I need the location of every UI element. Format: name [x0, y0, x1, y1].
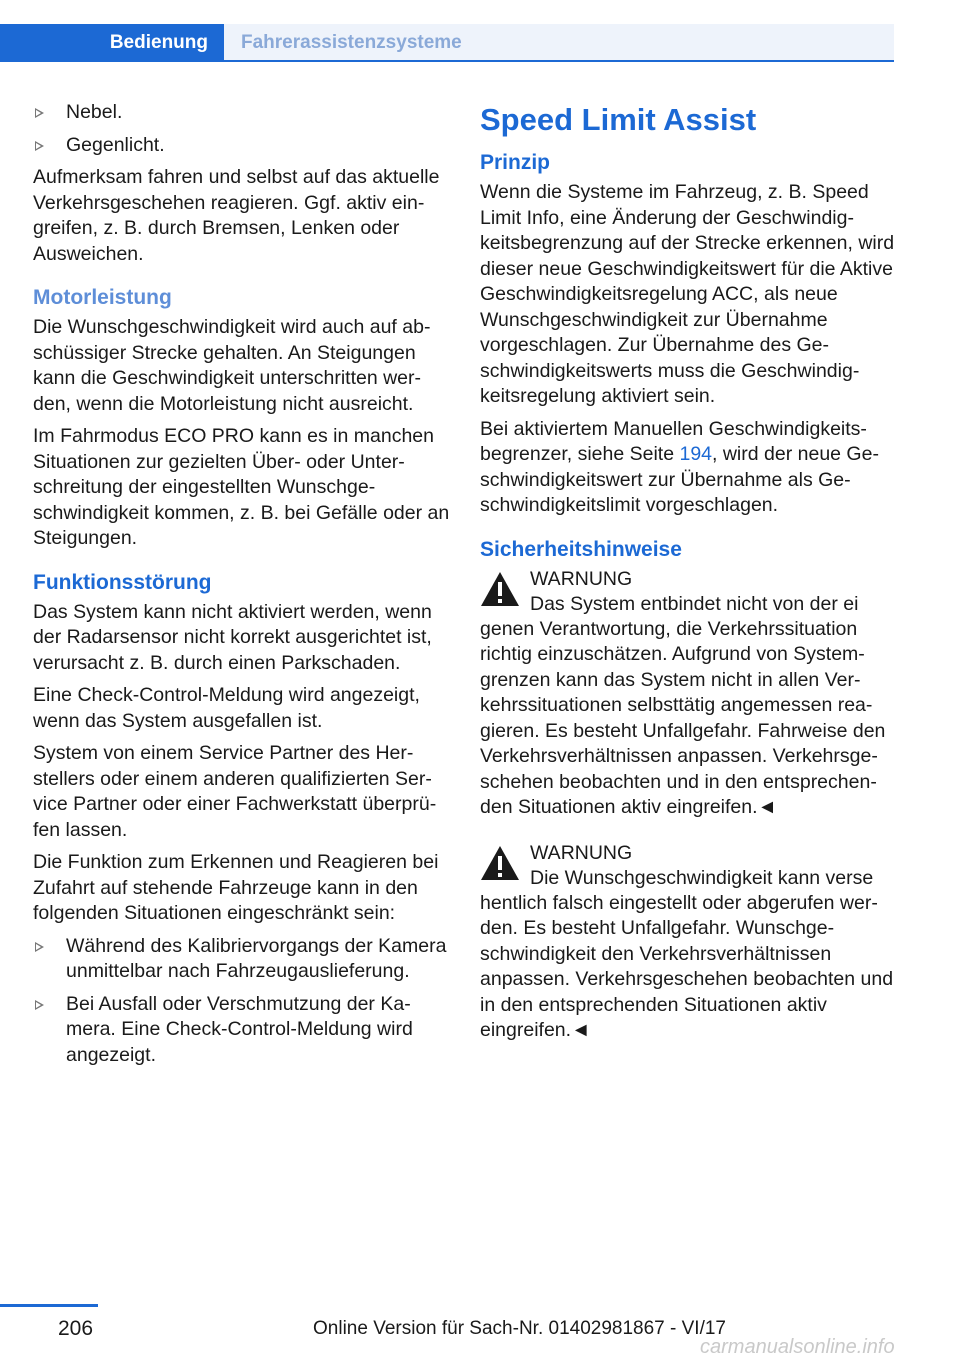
warning-title: WARNUNG — [530, 567, 633, 590]
list-item-text: Nebel. — [66, 101, 123, 123]
paragraph: Die Wunschgeschwindigkeit wird auch auf abschüssiger Strecke gehalten. An Steigungen kann die Geschwindigkeit unterschritten werden, wenn die Motorleistung nicht ausreicht. — [33, 316, 431, 415]
watermark: carmanualsonline.info — [700, 1336, 895, 1358]
list-item — [33, 934, 451, 985]
paragraph-text: Bei aktiviertem Manuellen Geschwindigkeitsbegrenzer, siehe Seite — [480, 417, 867, 465]
footer-divider — [0, 1304, 98, 1307]
tab-bedienung[interactable]: Bedienung — [0, 24, 224, 62]
left-column — [33, 100, 451, 1075]
list-item — [33, 133, 451, 159]
paragraph: Aufmerksam fahren und selbst auf das aktuelle Verkehrsgeschehen reagieren. Ggf. aktiv eingreifen, z. B. durch Bremsen, Lenken oder Ausweichen. — [33, 166, 440, 265]
online-version-text: Online Version für Sach-Nr. 01402981867 - VI/17 — [313, 1318, 726, 1339]
warning-triangle-icon — [480, 571, 520, 607]
heading-funktionsstoerung: Funktionsstörung — [33, 570, 212, 594]
warning-header — [480, 841, 896, 891]
list-item-text: Gegenlicht. — [66, 133, 165, 156]
warning-title: WARNUNG — [530, 841, 633, 864]
warning-first-line: Das System entbindet nicht von der ei — [530, 593, 859, 615]
paragraph: Das System kann nicht aktiviert werden, wenn der Radarsensor nicht korrekt ausgerichtet ist, verursacht z. B. durch einen Parkschaden. — [33, 600, 432, 674]
list-item-text: Während des Kalibriervorgangs der Kamera unmittelbar nach Fahrzeugauslieferung. — [66, 934, 447, 982]
paragraph — [480, 417, 896, 519]
page-link[interactable]: 194 — [679, 443, 713, 465]
section-title: Speed Limit Assist — [480, 102, 757, 137]
paragraph-text: , wird der neue Geschwindigkeitswert zur Übernahme als Geschwindigkeitslimit vorgeschlagen. — [480, 443, 879, 516]
paragraph: System von einem Service Partner des Herstellers oder einem anderen qualifizierten Service Partner oder einer Fachwerkstatt überprüfen lassen. — [33, 742, 437, 841]
warning-block — [480, 567, 896, 821]
list-item — [33, 992, 451, 1069]
warning-first-line: Die Wunschgeschwindigkeit kann verse — [530, 867, 874, 889]
page-number: 206 — [58, 1317, 94, 1340]
paragraph: Die Funktion zum Erkennen und Reagieren bei Zufahrt auf stehende Fahrzeuge kann in den folgenden Situationen eingeschränkt sein: — [33, 851, 439, 924]
triangle-bullet-icon — [35, 141, 44, 151]
right-column — [480, 100, 896, 1051]
warning-header — [480, 567, 896, 617]
warning-text: hentlich falsch eingestellt oder abgerufen werden. Es besteht Unfallgefahr. Wunschgeschwindigkeit den Verkehrsverhältnissen anpassen. Verkehrsgeschehen beobachten und in den entsprechenden Situationen aktiv eingreifen.◄ — [480, 891, 894, 1041]
triangle-bullet-icon — [35, 1000, 44, 1010]
warning-text: genen Verantwortung, die Verkehrssituation richtig einzuschätzen. Aufgrund von Systemgrenzen kann das System nicht in allen Verkehrssituationen selbsttätig angemessen reagieren. Es besteht Unfallgefahr. Fahrweise den Verkehrsverhältnissen anpassen. Verkehrsgeschehen beobachten und in den entsprechenden Situationen aktiv eingreifen.◄ — [480, 617, 886, 818]
heading-motorleistung: Motorleistung — [33, 286, 172, 309]
page-header — [0, 0, 960, 62]
header-divider — [0, 60, 894, 62]
paragraph: Wenn die Systeme im Fahrzeug, z. B. Speed Limit Info, eine Änderung der Geschwindigkeitsbegrenzung auf der Strecke erkennen, wird dieser neue Geschwindigkeitswert für die Aktive Geschwindigkeitsregelung ACC, als neue Wunschgeschwindigkeit zur Übernahme vorgeschlagen. Zur Übernahme des Geschwindigkeitswerts muss die Geschwindigkeitsregelung aktiviert sein. — [480, 181, 895, 407]
triangle-bullet-icon — [35, 108, 44, 118]
heading-prinzip: Prinzip — [480, 151, 551, 174]
paragraph: Eine Check-Control-Meldung wird angezeigt, wenn das System ausgefallen ist. — [33, 684, 420, 732]
heading-sicherheitshinweise: Sicherheitshinweise — [480, 537, 682, 561]
warning-triangle-icon — [480, 845, 520, 881]
paragraph: Im Fahrmodus ECO PRO kann es in manchen Situationen zur gezielten Über- oder Unterschreitung der eingestellten Wunschgeschwindigkeit kommen, z. B. bei Gefälle oder an Steigungen. — [33, 425, 450, 549]
warning-block — [480, 841, 896, 1044]
list-item-text: Bei Ausfall oder Verschmutzung der Kamera. Eine Check-Control-Meldung wird angezeigt. — [66, 992, 413, 1066]
triangle-bullet-icon — [35, 942, 44, 952]
list-item — [33, 100, 451, 126]
tab-fahrerassistenzsysteme[interactable]: Fahrerassistenzsysteme — [224, 24, 894, 62]
